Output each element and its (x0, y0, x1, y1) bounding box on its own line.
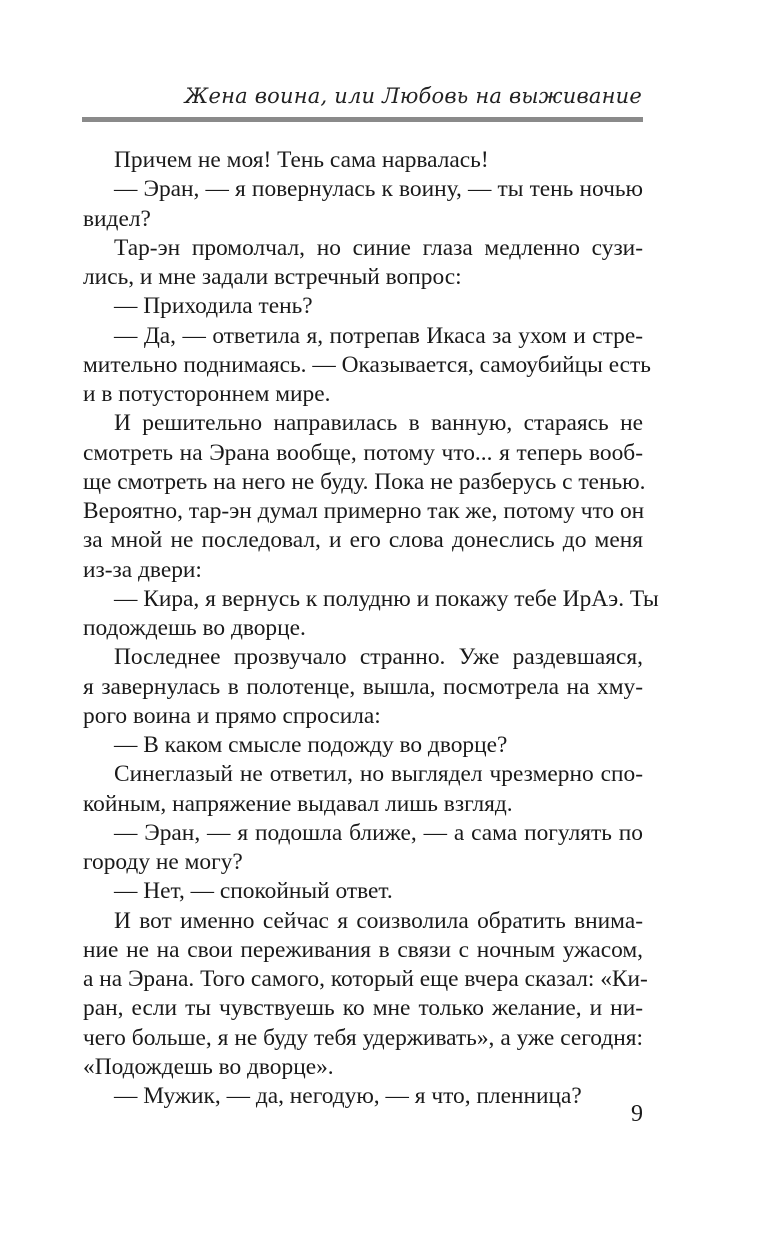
text-line: И вот именно сейчас я соизволила обратить внима- (114, 907, 643, 934)
text-line: и в потустороннем мире. (83, 381, 331, 407)
running-head-title: Жена воина, или Любовь на выживание (184, 84, 642, 108)
text-line: Синеглазый не ответил, но выглядел чрезмерно спо- (114, 761, 643, 788)
text-line: ние не на свои переживания в связи с ночным ужасом, (83, 936, 643, 963)
header-rule (82, 117, 643, 122)
text-line: И решительно направилась в ванную, стараясь не (114, 410, 643, 437)
text-line: рого воина и прямо спросила: (83, 702, 381, 729)
text-line: «Подождешь во дворце». (83, 1053, 334, 1080)
text-line: койным, напряжение выдавал лишь взгляд. (83, 790, 513, 817)
text-line: Вероятно, тар-эн думал примерно так же, потому что он (83, 498, 645, 524)
text-line: городу не могу? (83, 849, 243, 875)
text-line: — Нет, — спокойный ответ. (114, 878, 393, 905)
body-text (83, 146, 659, 1111)
page-number: 9 (631, 1101, 643, 1127)
text-line: видел? (83, 205, 151, 232)
text-line: Тар-эн промолчал, но синие глаза медленно сузи- (114, 234, 643, 261)
text-line: — Кира, я вернусь к полудню и покажу тебе ИрАэ. Ты (114, 585, 659, 612)
text-line: а на Эрана. Того самого, который еще вчера сказал: «Ки- (83, 966, 648, 992)
text-line: за мной не последовал, и его слова донеслись до меня (83, 527, 643, 554)
text-line: я завернулась в полотенце, вышла, посмотрела на хму- (83, 673, 643, 700)
text-line: — Эран, — я повернулась к воину, — ты тень ночью (114, 176, 643, 203)
text-line: лись, и мне задали встречный вопрос: (83, 264, 462, 290)
text-line: — Эран, — я подошла ближе, — а сама погулять по (114, 819, 643, 846)
text-line: из-за двери: (83, 556, 202, 583)
text-line: — В каком смысле подожду во дворце? (114, 732, 508, 758)
text-line: — Мужик, — да, негодую, — я что, пленница? (114, 1083, 582, 1109)
text-line: ран, если ты чувствуешь ко мне только желание, и ни- (83, 995, 643, 1022)
text-line: смотреть на Эрана вообще, потому что... я теперь вооб- (83, 439, 643, 466)
text-line: ще смотреть на него не буду. Пока не разберусь с тенью. (83, 468, 646, 495)
text-line: — Приходила тень? (114, 293, 313, 320)
text-line: мительно поднимаясь. — Оказывается, самоубийцы есть (83, 351, 651, 378)
text-line: Причем не моя! Тень сама нарвалась! (114, 147, 489, 173)
text-line: — Да, — ответила я, потрепав Икаса за ухом и стре- (114, 322, 643, 349)
text-line: чего больше, я не буду тебя удерживать», а уже сегодня: (83, 1024, 643, 1051)
text-line: Последнее прозвучало странно. Уже раздевшаяся, (114, 644, 643, 671)
text-line: подождешь во дворце. (83, 615, 306, 641)
